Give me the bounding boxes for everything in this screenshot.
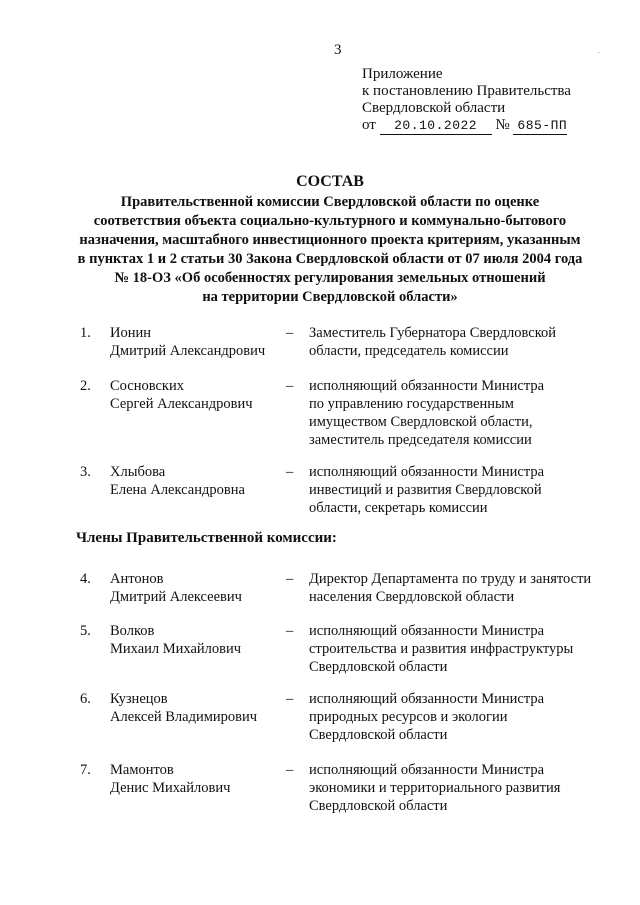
entry-number: 1. [80,325,91,341]
role-line: Директор Департамента по труду и занятости [309,571,592,587]
entry-name [110,761,285,797]
role-line: исполняющий обязанности Министра [309,691,545,707]
dash: – [286,464,294,480]
entry-name [110,463,285,499]
entry-number: 3. [80,464,91,480]
given-name: Елена Александровна [110,482,245,498]
role-line: строительства и развития инфраструктуры [309,641,574,657]
entry-number: 7. [80,762,91,778]
surname: Сосновских [110,378,184,394]
given-name: Михаил Михайлович [110,641,242,657]
appendix-line-2: к постановлению Правительства [362,83,571,99]
given-name: Алексей Владимирович [110,709,258,725]
entry-number: 2. [80,378,91,394]
entry-name [110,570,285,606]
role-line: Заместитель Губернатора Свердловской [309,325,557,341]
entry-role [309,463,609,517]
members-heading: Члены Правительственной комиссии: [76,530,337,546]
role-line: исполняющий обязанности Министра [309,623,545,639]
document-title [60,172,600,307]
title-line: Правительственной комиссии Свердловской области по оценке [120,194,540,210]
role-line: заместитель председателя комиссии [309,432,532,448]
dash: – [286,691,294,707]
role-line: исполняющий обязанности Министра [309,762,545,778]
title-heading: СОСТАВ [296,173,364,190]
entry-name [110,324,285,360]
role-line: имуществом Свердловской области, [309,414,533,430]
title-line: в пунктах 1 и 2 статьи 30 Закона Свердловской области от 07 июля 2004 года [77,251,583,267]
entry-role [309,324,609,360]
role-line: Свердловской области [309,659,448,675]
surname: Мамонтов [110,762,174,778]
appendix-block [362,66,612,135]
title-line: № 18-ОЗ «Об особенностях регулирования земельных отношений [114,270,546,286]
dash: – [286,325,294,341]
role-line: исполняющий обязанности Министра [309,464,545,480]
surname: Кузнецов [110,691,168,707]
entry-number: 6. [80,691,91,707]
role-line: исполняющий обязанности Министра [309,378,545,394]
role-line: населения Свердловской области [309,589,515,605]
dash: – [286,762,294,778]
surname: Волков [110,623,155,639]
role-line: инвестиций и развития Свердловской [309,482,542,498]
entry-number: 5. [80,623,91,639]
surname: Антонов [110,571,164,587]
given-name: Дмитрий Александрович [110,343,266,359]
entry-role [309,761,609,815]
title-line: назначения, масштабного инвестиционного проекта критериям, указанным [79,232,581,248]
decree-date: 20.10.2022 [380,117,492,135]
entry-name [110,622,285,658]
given-name: Денис Михайлович [110,780,231,796]
appendix-line-3: Свердловской области [362,100,506,116]
title-line: соответствия объекта социально-культурного и коммунально-бытового [93,213,567,229]
given-name: Сергей Александрович [110,396,253,412]
entry-name [110,690,285,726]
role-line: по управлению государственным [309,396,514,412]
entry-number: 4. [80,571,91,587]
role-line: Свердловской области [309,798,448,814]
page-number: 3 [334,42,342,58]
entry-role [309,622,609,676]
dash: – [286,378,294,394]
appendix-line-1: Приложение [362,66,443,82]
role-line: природных ресурсов и экологии [309,709,508,725]
role-line: области, секретарь комиссии [309,500,488,516]
date-prefix: от [362,117,376,133]
entry-name [110,377,285,413]
dash: – [286,623,294,639]
entry-role [309,570,609,606]
dash: – [286,571,294,587]
number-prefix: № [495,117,510,133]
entry-role [309,690,609,744]
role-line: области, председатель комиссии [309,343,509,359]
title-line: на территории Свердловской области» [202,289,458,305]
role-line: Свердловской области [309,727,448,743]
surname: Ионин [110,325,152,341]
role-line: экономики и территориального развития [309,780,561,796]
given-name: Дмитрий Алексеевич [110,589,242,605]
entry-role [309,377,609,449]
decree-number: 685-ПП [513,117,567,135]
appendix-date-line [362,117,612,135]
surname: Хлыбова [110,464,166,480]
corner-mark: . [598,46,600,55]
